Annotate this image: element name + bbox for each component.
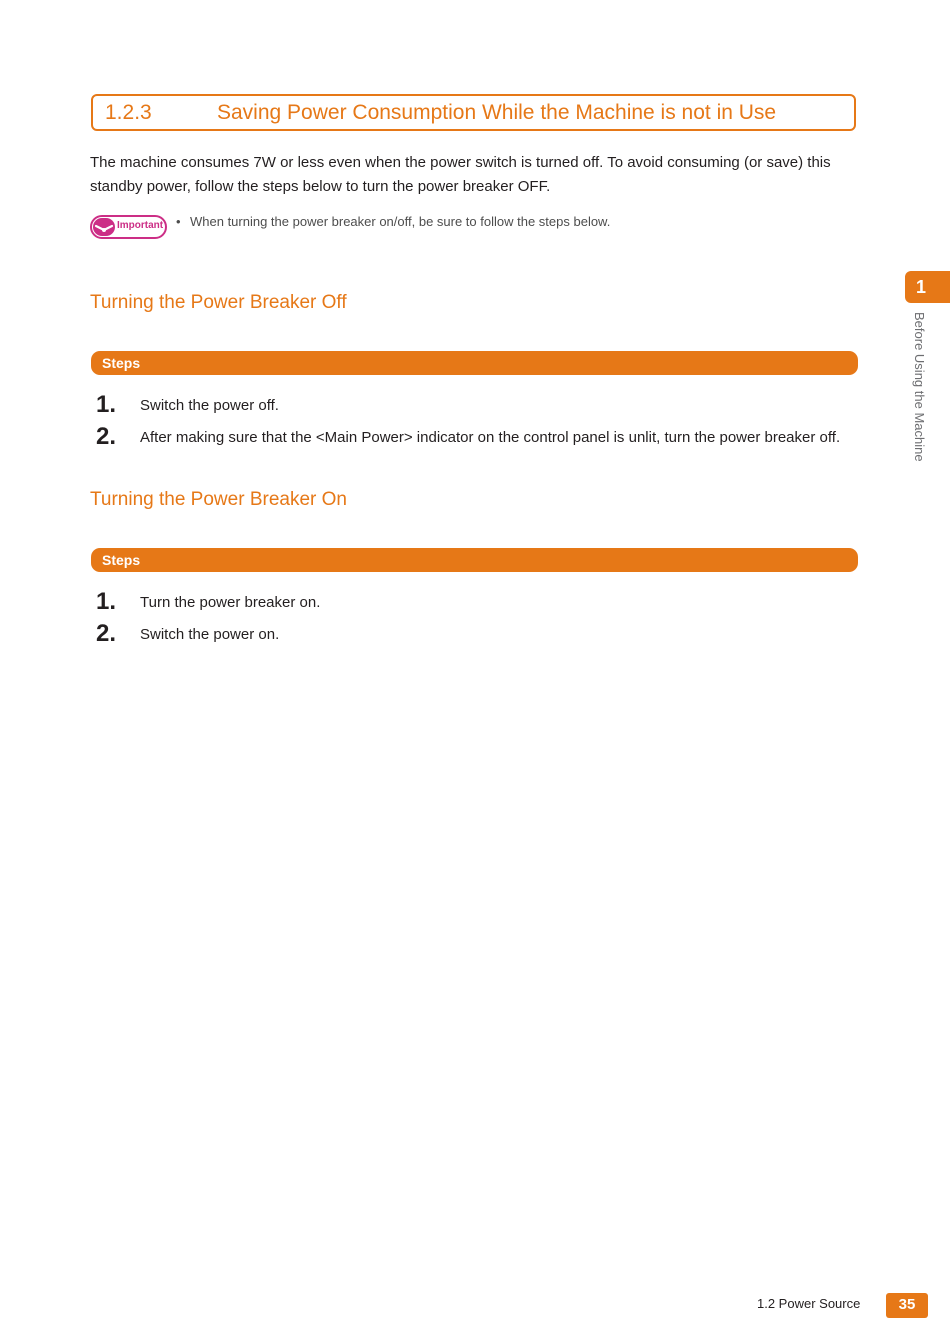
important-icon <box>93 218 115 236</box>
steps-label: Steps <box>102 552 141 568</box>
procedure-heading-off: Turning the Power Breaker Off <box>90 292 347 313</box>
important-badge <box>90 215 167 239</box>
procedure-heading-on: Turning the Power Breaker On <box>90 489 347 510</box>
step-text: Switch the power on. <box>140 626 280 643</box>
important-label: Important <box>117 220 164 231</box>
step-item <box>96 391 856 421</box>
step-number: 1. <box>96 588 117 615</box>
steps-label: Steps <box>102 355 141 371</box>
chapter-title: Before Using the Machine <box>912 312 927 462</box>
step-item <box>96 423 856 453</box>
steps-bar-on <box>91 548 858 572</box>
step-number: 2. <box>96 620 117 647</box>
section-heading-box <box>91 94 856 131</box>
page-number-box <box>886 1293 928 1318</box>
step-item <box>96 588 856 618</box>
steps-bar-off <box>91 351 858 375</box>
step-text: After making sure that the <Main Power> indicator on the control panel is unlit, turn the power breaker off. <box>140 429 841 446</box>
section-title: Saving Power Consumption While the Machine is not in Use <box>217 101 777 124</box>
chapter-number: 1 <box>916 277 927 297</box>
step-item <box>96 620 856 650</box>
step-number: 2. <box>96 423 117 450</box>
important-note <box>176 213 856 231</box>
step-text: Switch the power off. <box>140 397 279 414</box>
section-number: 1.2.3 <box>105 101 152 124</box>
footer-section-title: 1.2 Power Source <box>757 1296 861 1311</box>
intro-paragraph: The machine consumes 7W or less even when the power switch is turned off. To avoid consuming (or save) this standby power, follow the steps below to turn the power breaker OFF. <box>90 154 831 195</box>
step-text: Turn the power breaker on. <box>140 594 321 611</box>
note-text: When turning the power breaker on/off, be sure to follow the steps below. <box>190 214 611 229</box>
note-bullet: • <box>176 214 181 229</box>
step-number: 1. <box>96 391 117 418</box>
chapter-tab <box>905 271 950 303</box>
page-number: 35 <box>898 1296 916 1313</box>
